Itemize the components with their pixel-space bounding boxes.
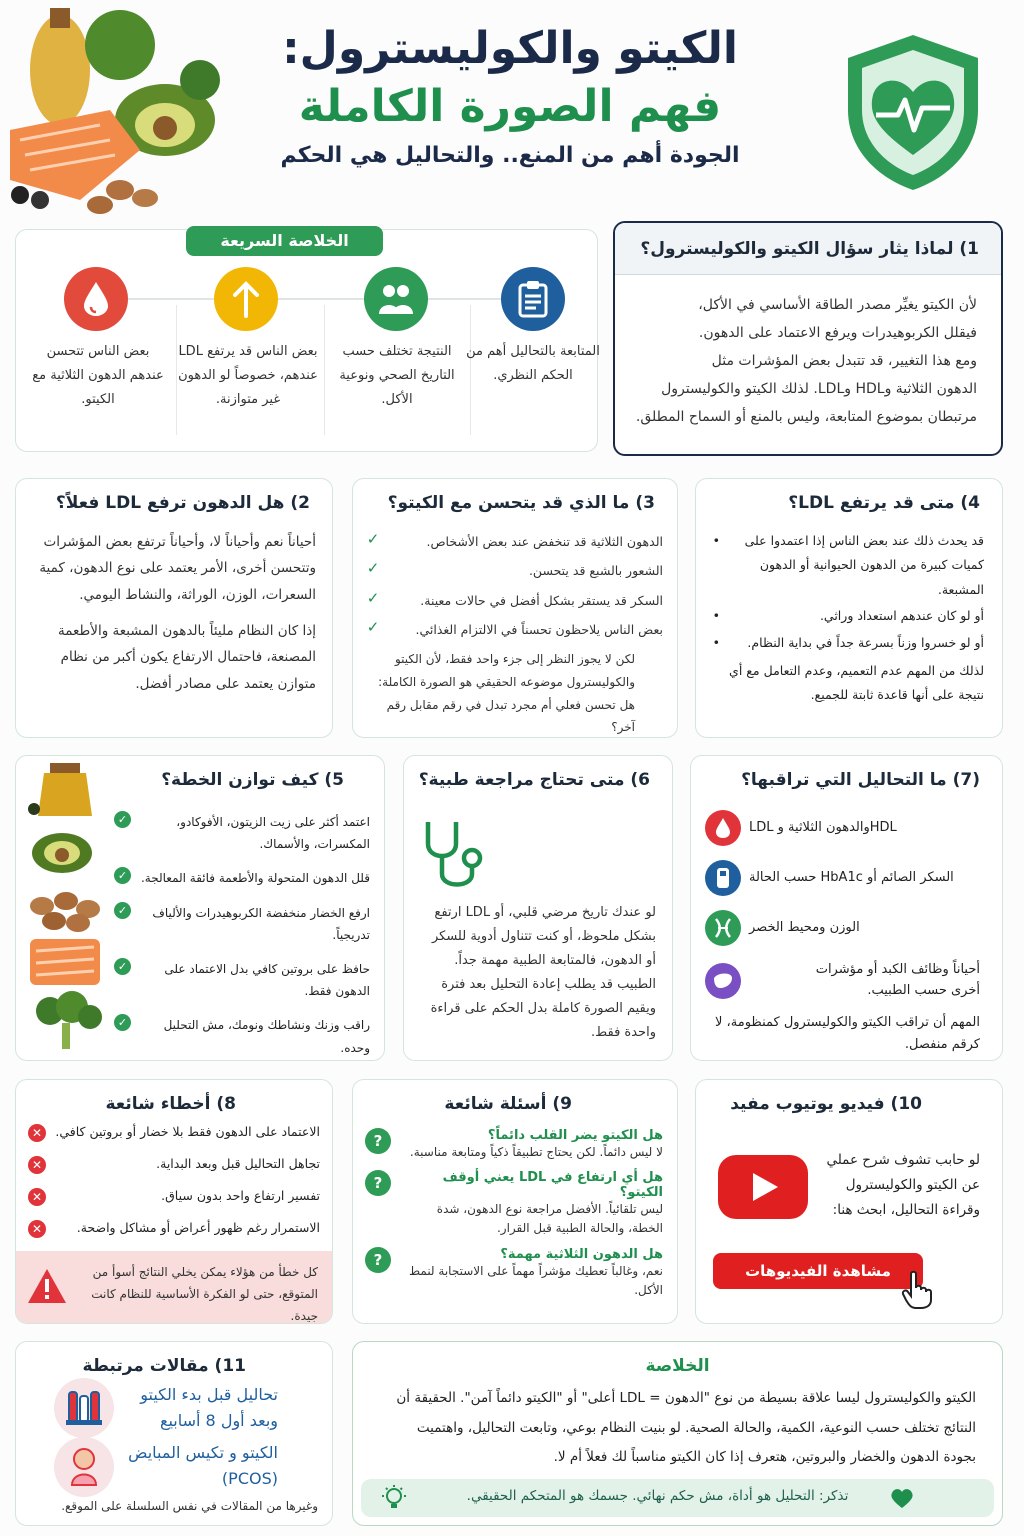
summary-text: بعض الناس قد يرتفع LDL عندهم، خصوصاً لو الدهون غير متوازنة. — [178, 344, 318, 408]
conclusion-card — [352, 1341, 1003, 1526]
x-icon: ✕ — [28, 1220, 46, 1238]
page-subtitle-green: فهم الصورة الكاملة — [298, 81, 722, 133]
faq-question: هل الكيتو يضر القلب دائماً؟ — [487, 1128, 663, 1143]
faq-answer: نعم، وغالباً تعطيك مؤشراً مهماً على الاستجابة لنمط الأكل. — [408, 1263, 663, 1297]
section-8-card — [15, 1079, 333, 1324]
section-4-title: 4) متى قد يرتفع LDL؟ — [788, 493, 980, 513]
x-icon: ✕ — [28, 1124, 46, 1142]
section-11-card — [15, 1341, 333, 1526]
pointer-hand-icon — [901, 1270, 935, 1310]
arrow-up-icon — [214, 267, 278, 331]
check-icon: ✓ — [114, 867, 131, 884]
question-icon: ? — [365, 1247, 391, 1273]
watch-videos-button[interactable]: مشاهدة الفيديوهات — [713, 1253, 923, 1289]
section-10-card — [695, 1079, 1003, 1324]
mistake-item: تجاهل التحاليل قبل وبعد البداية. — [156, 1156, 320, 1171]
page-tagline: الجودة أهم من المنع.. والتحاليل هي الحكم — [280, 142, 740, 168]
test-item: السكر الصائم أو HbA1c حسب الحالة — [749, 869, 954, 885]
section-10-text: لو حابب تشوف شرح عملي عن الكيتو والكوليسترول وقراءة التحاليل، ابحث هنا: — [826, 1152, 980, 1218]
summary-text: المتابعة بالتحاليل أهم من الحكم النظري. — [466, 344, 600, 384]
improvement-item: الدهون الثلاثية قد تنخفض عند بعض الأشخاص. — [426, 534, 663, 549]
section-7-note: المهم أن تراقب الكيتو والكوليسترول كمنظومة، لا كرقم منفصل. — [715, 1014, 980, 1053]
blood-drop-icon — [64, 267, 128, 331]
shield-heart-icon — [838, 30, 988, 195]
related-article-link[interactable]: تحاليل قبل بدء الكيتو وبعد أول 8 أسابيع — [140, 1385, 278, 1430]
improvement-item: السكر قد يستقر بشكل أفضل في حالات معينة. — [420, 592, 663, 608]
lightbulb-icon — [381, 1484, 407, 1512]
plan-tip: ارفع الخضار منخفضة الكربوهيدرات والألياف تدريجياً. — [152, 905, 370, 942]
section-1-line: ومع هذا التغيير، قد تتبدل بعض المؤشرات مثل — [711, 353, 977, 369]
mistake-item: الاستمرار رغم ظهور أعراض أو مشاكل واضحة. — [76, 1220, 320, 1235]
section-2-paragraph: إذا كان النظام مليئاً بالدهون المشبعة والأطعمة المصنعة، فاحتمال الارتفاع يكون أكبر من نظام متوازن يعتمد على مصادر أفضل. — [57, 622, 316, 692]
faq-question: هل الدهون الثلاثية مهمة؟ — [500, 1246, 663, 1262]
blood-drop-icon — [705, 810, 741, 846]
section-1-title: 1) لماذا يثار سؤال الكيتو والكوليسترول؟ — [640, 239, 979, 259]
section-5-card — [15, 755, 385, 1061]
plan-tip: اعتمد أكثر على زيت الزيتون، الأفوكادو، المكسرات، والأسماك. — [176, 815, 370, 852]
faq-question: هل أي ارتفاع في LDL يعني أوقف الكيتو؟ — [442, 1170, 663, 1201]
healthy-foods-images — [22, 761, 108, 1056]
ldl-reason-item: أو لو كان عندهم استعداد وراثي. — [819, 608, 984, 624]
check-icon: ✓ — [366, 617, 380, 636]
section-9-title: 9) أسئلة شائعة — [444, 1094, 572, 1114]
faq-answer: ليس تلقائياً. الأفضل مراجعة نوع الدهون، شدة الخطة، والحالة الطبية قبل القرار. — [436, 1202, 663, 1236]
warning-box — [16, 1251, 332, 1323]
x-icon: ✕ — [28, 1188, 46, 1206]
section-4-note: لذلك من المهم عدم التعميم، وعدم التعامل مع أي نتيجة على أنها قاعدة ثابتة للجميع. — [729, 662, 984, 703]
bullet-icon: • — [712, 608, 720, 624]
warning-icon — [26, 1267, 68, 1305]
check-icon: ✓ — [366, 559, 380, 578]
check-icon: ✓ — [366, 530, 380, 548]
plan-tip: حافظ على بروتين كافي بدل الاعتماد على الدهون فقط. — [164, 961, 370, 999]
liver-icon — [705, 963, 741, 999]
youtube-icon[interactable] — [718, 1155, 808, 1219]
section-8-title: 8) أخطاء شائعة — [105, 1094, 236, 1114]
mistake-item: تفسير ارتفاع واحد بدون سياق. — [161, 1188, 320, 1203]
test-tubes-icon — [54, 1378, 114, 1438]
conclusion-title: الخلاصة — [645, 1356, 710, 1376]
section-11-title: 11) مقالات مرتبطة — [82, 1356, 246, 1376]
ldl-reason-item: قد يحدث ذلك عند بعض الناس إذا اعتمدوا على كميات كبيرة من الدهون الحيوانية أو الدهون المشبعة. — [744, 533, 984, 597]
question-icon: ? — [365, 1128, 391, 1154]
section-6-text: لو عندك تاريخ مرضي قلبي، أو LDL ارتفع بشكل ملحوظ، أو كنت تتناول أدوية للسكر أو الدهون، فالمتابعة الطبية مهمة جداً. الطبيب قد يطلب إعادة التحليل بعد فترة ويقيم الصورة كاملة بدل الحكم على قراءة واحدة فقط. — [430, 905, 656, 1041]
heart-icon — [890, 1487, 914, 1509]
check-icon: ✓ — [366, 588, 380, 607]
page-title: الكيتو والكوليسترول: — [282, 23, 738, 74]
bullet-icon: • — [712, 533, 720, 548]
woman-icon — [54, 1437, 114, 1497]
section-6-title: 6) متى تحتاج مراجعة طبية؟ — [418, 770, 650, 790]
summary-connector — [100, 298, 530, 300]
section-1-line: فيقلل الكربوهيدرات ويرفع الاعتماد على الدهون. — [698, 325, 977, 341]
mistake-item: الاعتماد على الدهون فقط بلا خضار أو بروتين كافي. — [55, 1124, 320, 1139]
waist-icon — [705, 910, 741, 946]
section-3-note: لكن لا يجوز النظر إلى جزء واحد فقط، لأن الكيتو والكوليسترول موضوعه الحقيقي هو الصورة الكاملة: هل تحسن فعلي أم مجرد تبدل في رقم مقابل رقم آخر؟ — [378, 652, 635, 735]
clipboard-icon — [501, 267, 565, 331]
test-item: أحياناً وظائف الكبد أو مؤشرات أخرى حسب الطبيب. — [815, 962, 980, 998]
plan-tip: قلل الدهون المتحولة والأطعمة فائقة المعالجة. — [140, 871, 370, 886]
summary-divider — [176, 305, 177, 435]
ldl-reason-item: أو لو خسروا وزناً بسرعة جداً في بداية النظام. — [747, 634, 984, 650]
test-item: الوزن ومحيط الخصر — [749, 919, 860, 935]
related-more-text: وغيرها من المقالات في نفس السلسلة على الموقع. — [61, 1499, 318, 1513]
glucose-meter-icon — [705, 860, 741, 896]
reminder-box — [361, 1479, 994, 1517]
test-item: LDL والدهون الثلاثية وHDL — [749, 819, 897, 835]
section-7-title: (7) ما التحاليل التي تراقبها؟ — [741, 770, 980, 790]
related-article-link[interactable]: الكيتو و تكيس المبايض (PCOS) — [128, 1443, 278, 1488]
plan-tip: راقب وزنك ونشاطك ونومك، مش التحليل وحده. — [163, 1018, 370, 1055]
section-1-card — [613, 221, 1003, 456]
improvement-item: بعض الناس يلاحظون تحسناً في الالتزام الغذائي. — [415, 621, 663, 637]
summary-text: بعض الناس تتحسن عندهم الدهون الثلاثية مع الكيتو. — [32, 344, 164, 408]
stethoscope-icon — [416, 816, 496, 896]
section-3-title: 3) ما الذي قد يتحسن مع الكيتو؟ — [387, 493, 655, 513]
section-3-card — [352, 478, 678, 738]
bullet-icon: • — [712, 634, 720, 650]
section-9-card — [352, 1079, 678, 1324]
section-2-title: 2) هل الدهون ترفع LDL فعلاً؟ — [55, 493, 310, 513]
summary-text: النتيجة تختلف حسب التاريخ الصحي ونوعية الأكل. — [339, 344, 455, 408]
improvement-item: الشعور بالشبع قد يتحسن. — [528, 563, 663, 579]
food-illustration — [0, 0, 230, 215]
section-7-card — [690, 755, 1003, 1061]
reminder-text: تذكر: التحليل هو أداة، مش حكم نهائي. جسمك هو المتحكم الحقيقي. — [466, 1488, 849, 1504]
check-icon: ✓ — [114, 902, 131, 919]
summary-divider — [324, 305, 325, 435]
warning-text: كل خطأ من هؤلاء يمكن يخلي النتائج أسوأ من المتوقع، حتى لو الفكرة الأساسية للنظام كانت جيدة. — [91, 1265, 318, 1324]
section-1-line: لأن الكيتو يغيِّر مصدر الطاقة الأساسي في الأكل، — [698, 297, 977, 313]
people-icon — [364, 267, 428, 331]
faq-answer: لا ليس دائماً. لكن يحتاج تطبيقاً ذكياً ومتابعة مناسبة. — [409, 1145, 663, 1159]
section-1-line: الدهون الثلاثية وHDL وLDL. لذلك الكيتو والكوليسترول — [661, 381, 977, 397]
question-icon: ? — [365, 1170, 391, 1196]
section-6-card — [403, 755, 673, 1061]
x-icon: ✕ — [28, 1156, 46, 1174]
section-4-card — [695, 478, 1003, 738]
section-1-line: مرتبطان بموضوع المتابعة، وليس بالمنع أو السماح المطلق. — [635, 409, 977, 425]
check-icon: ✓ — [114, 958, 131, 975]
section-5-title: 5) كيف توازن الخطة؟ — [161, 770, 344, 790]
section-2-card — [15, 478, 333, 738]
section-10-title: 10) فيديو يوتيوب مفيد — [730, 1094, 922, 1114]
quick-summary-label: الخلاصة السريعة — [186, 226, 383, 256]
section-2-paragraph: أحياناً نعم وأحياناً لا، وأحياناً ترتفع بعض المؤشرات وتتحسن أخرى، الأمر يعتمد على نوع الدهون، كمية السعرات، الوزن، الوراثة، والنشاط اليومي. — [39, 534, 316, 603]
conclusion-text: الكيتو والكوليسترول ليسا علاقة بسيطة من نوع "الدهون = LDL أعلى" أو "الكيتو دائماً آمن". الحقيقة أن النتائج تختلف حسب النوعية، الكمية، والحالة الصحية. لو بنيت النظام بوعي، وتابعت التحاليل، واهتميت بجودة الدهون والخضار والبروتين، هتعرف إذا كان الكيتو مناسباً لك فعلاً أم لا. — [396, 1390, 976, 1466]
check-icon: ✓ — [114, 811, 131, 828]
check-icon: ✓ — [114, 1014, 131, 1031]
